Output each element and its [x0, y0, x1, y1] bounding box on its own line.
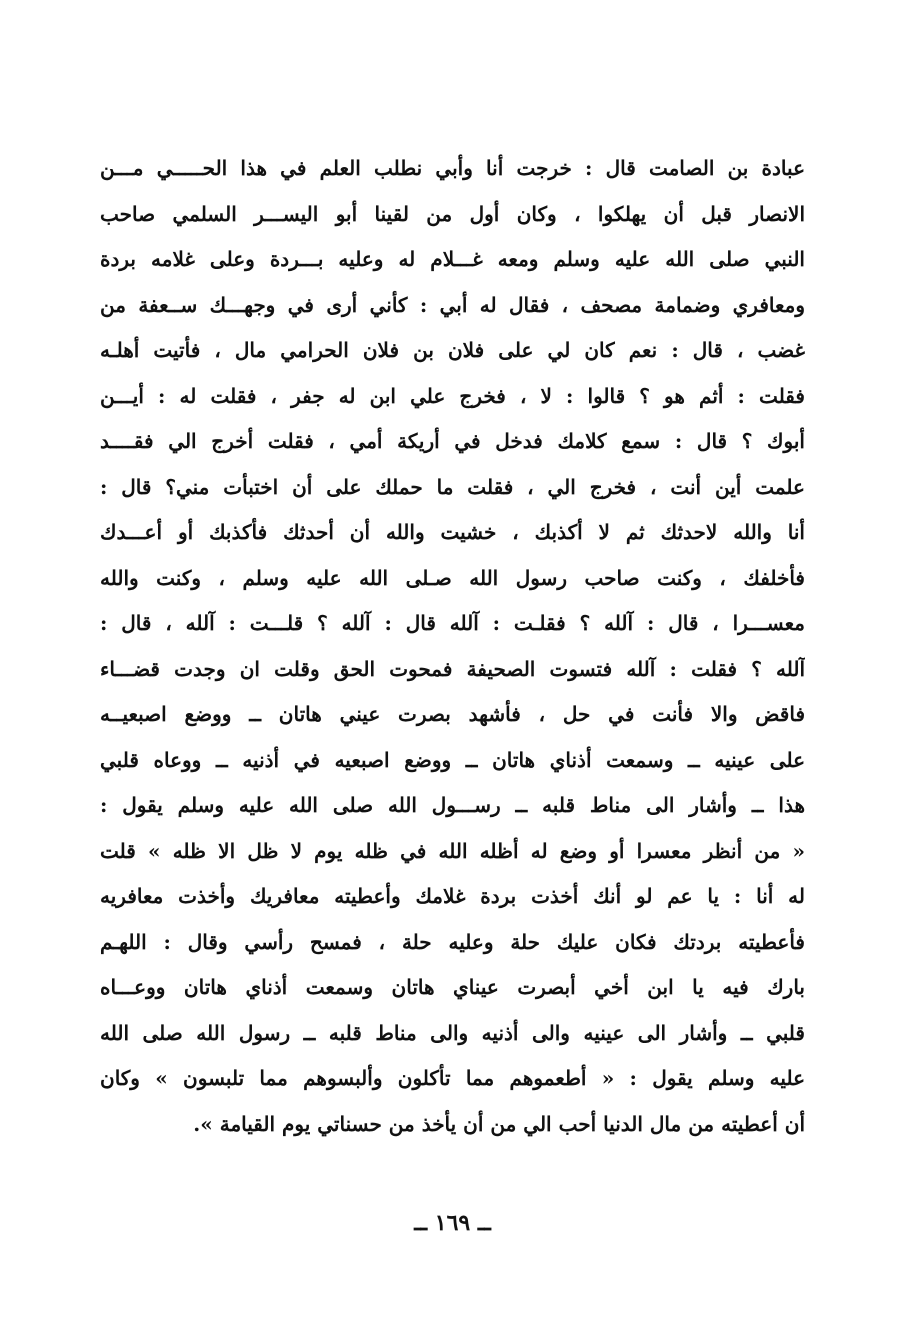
text-line: غضب ، قال : نعم كان لي على فلان بن فلان الحرامي مال ، فأتيت أهلـه [100, 338, 805, 362]
text-line: بارك فيه يا ابن أخي أبصرت عيناي هاتان وسمعت أذناي هاتان ووعـــاه [100, 975, 805, 999]
page-number: ــ ١٦٩ ــ [414, 1210, 491, 1236]
text-line: النبي صلى الله عليه وسلم ومعه غـــلام له وعليه بـــردة وعلى غلامه بردة [100, 247, 805, 271]
text-line: فقلت : أثم هو ؟ قالوا : لا ، فخرج علي ابن له جفر ، فقلت له : أيـــن [100, 383, 805, 408]
text-line: هذا ــ وأشار الى مناط قلبه ــ رســـول الله صلى الله عليه وسلم يقول : [100, 793, 805, 817]
text-line: على عينيه ــ وسمعت أذناي هاتان ــ ووضع اصبعيه في أذنيه ــ ووعاه قلبي [100, 747, 805, 772]
text-line: أنا والله لاحدثك ثم لا أكذبك ، خشيت والله أن أحدثك فأكذبك أو أعـــدك [100, 520, 805, 544]
text-line: ومعافري وضمامة مصحف ، فقال له أبي : كأني أرى في وجهـــك ســعفة من [100, 292, 805, 317]
text-line: آلله ؟ فقلت : آلله فتسوت الصحيفة فمحوت الحق وقلت ان وجدت قضـــاء [100, 656, 805, 681]
text-line: الانصار قبل أن يهلكوا ، وكان أول من لقينا أبو اليســـر السلمي صاحب [100, 201, 805, 226]
text-line: « من أنظر معسرا أو وضع له أظله الله في ظله يوم لا ظل الا ظله » قلت [100, 838, 805, 863]
text-line: عليه وسلم يقول : « أطعموهم مما تأكلون وألبسوهم مما تلبسون » وكان [100, 1066, 805, 1090]
body-text [100, 146, 805, 1147]
text-line: فأعطيته بردتك فكان عليك حلة وعليه حلة ، فمسح رأسي وقال : اللهـم [100, 929, 805, 954]
text-line: عبادة بن الصامت قال : خرجت أنا وأبي نطلب العلم في هذا الحـــــي مـــن [100, 156, 805, 180]
text-line: علمت أين أنت ، فخرج الي ، فقلت ما حملك على أن اختبأت مني؟ قال : [100, 474, 805, 499]
text-line: فأخلفك ، وكنت صاحب رسول الله صـلى الله عليه وسلم ، وكنت والله [100, 565, 805, 590]
text-line: معســـرا ، قال : آلله ؟ فقلـت : آلله قال : آلله ؟ قلـــت : آلله ، قال : [100, 611, 805, 635]
text-line-last: أن أعطيته من مال الدنيا أحب الي من أن يأخذ من حسناتي يوم القيامة ». [193, 1111, 805, 1136]
text-line: فاقض والا فأنت في حل ، فأشهد بصرت عيني هاتان ــ ووضع اصبعيــه [100, 702, 805, 726]
text-line: أبوك ؟ قال : سمع كلامك فدخل في أريكة أمي ، فقلت أخرج الي فقــــد [100, 429, 805, 453]
text-line: له أنا : يا عم لو أنك أخذت بردة غلامك وأعطيته معافريك وأخذت معافريه [100, 884, 805, 908]
text-line: قلبي ــ وأشار الى عينيه والى أذنيه والى مناط قلبه ــ رسول الله صلى الله [100, 1020, 805, 1045]
